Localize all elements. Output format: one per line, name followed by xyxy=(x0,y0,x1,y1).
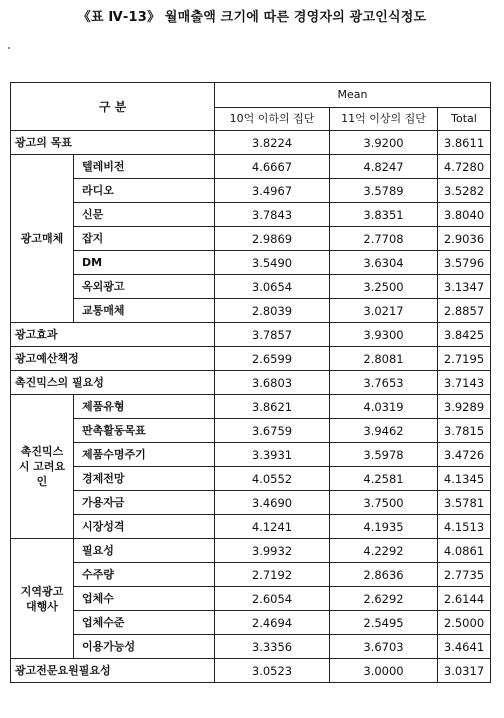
value-under-10: 2.6054 xyxy=(215,587,330,611)
value-over-11: 2.6292 xyxy=(330,587,438,611)
value-under-10: 4.1241 xyxy=(215,515,330,539)
row-label: 광고효과 xyxy=(11,323,215,347)
group-label-promotion-factors: 촉진믹스 시 고려요인 xyxy=(11,395,74,539)
value-over-11: 2.8081 xyxy=(330,347,438,371)
table-row xyxy=(11,155,491,179)
value-total: 4.0861 xyxy=(438,539,491,563)
mean-header: Mean xyxy=(215,83,491,108)
value-total: 4.1513 xyxy=(438,515,491,539)
row-label: 업체수준 xyxy=(74,611,215,635)
value-over-11: 2.8636 xyxy=(330,563,438,587)
value-under-10: 3.7843 xyxy=(215,203,330,227)
value-total: 3.4726 xyxy=(438,443,491,467)
table-row xyxy=(11,323,491,347)
value-under-10: 3.3931 xyxy=(215,443,330,467)
value-under-10: 3.8621 xyxy=(215,395,330,419)
table-row xyxy=(11,539,491,563)
value-under-10: 3.8224 xyxy=(215,131,330,155)
row-label: 제품수명주기 xyxy=(74,443,215,467)
table-row xyxy=(11,347,491,371)
row-label: 신문 xyxy=(74,203,215,227)
value-over-11: 3.9462 xyxy=(330,419,438,443)
value-over-11: 3.7653 xyxy=(330,371,438,395)
table-row xyxy=(11,251,491,275)
value-under-10: 3.4690 xyxy=(215,491,330,515)
table-row xyxy=(11,395,491,419)
value-over-11: 3.6304 xyxy=(330,251,438,275)
mean-table xyxy=(10,82,491,683)
col-header-total: Total xyxy=(438,108,491,131)
value-under-10: 2.6599 xyxy=(215,347,330,371)
scan-speck xyxy=(8,47,10,49)
row-label: 촉진믹스의 필요성 xyxy=(11,371,215,395)
value-over-11: 2.7708 xyxy=(330,227,438,251)
value-total: 3.4641 xyxy=(438,635,491,659)
value-over-11: 4.8247 xyxy=(330,155,438,179)
table-row xyxy=(11,515,491,539)
value-total: 3.5796 xyxy=(438,251,491,275)
table-row xyxy=(11,443,491,467)
row-label: 광고의 목표 xyxy=(11,131,215,155)
value-total: 2.6144 xyxy=(438,587,491,611)
table-row xyxy=(11,131,491,155)
table-row xyxy=(11,563,491,587)
value-total: 3.5781 xyxy=(438,491,491,515)
category-header: 구 분 xyxy=(11,83,215,131)
value-total: 3.8425 xyxy=(438,323,491,347)
row-label: 필요성 xyxy=(74,539,215,563)
value-over-11: 3.9200 xyxy=(330,131,438,155)
row-label: DM xyxy=(74,251,215,275)
value-total: 3.5282 xyxy=(438,179,491,203)
value-under-10: 2.8039 xyxy=(215,299,330,323)
header-row-1 xyxy=(11,83,491,108)
group-label-media: 광고매체 xyxy=(11,155,74,323)
value-over-11: 4.1935 xyxy=(330,515,438,539)
value-under-10: 3.4967 xyxy=(215,179,330,203)
row-label: 가용자금 xyxy=(74,491,215,515)
row-label: 광고예산책정 xyxy=(11,347,215,371)
value-over-11: 3.5978 xyxy=(330,443,438,467)
value-total: 3.7143 xyxy=(438,371,491,395)
value-total: 3.1347 xyxy=(438,275,491,299)
row-label: 교통매체 xyxy=(74,299,215,323)
value-total: 2.7735 xyxy=(438,563,491,587)
table-row xyxy=(11,611,491,635)
col-header-over-11: 11억 이상의 집단 xyxy=(330,108,438,131)
value-total: 3.8040 xyxy=(438,203,491,227)
value-total: 3.7815 xyxy=(438,419,491,443)
value-under-10: 3.5490 xyxy=(215,251,330,275)
row-label: 텔레비전 xyxy=(74,155,215,179)
value-total: 3.0317 xyxy=(438,659,491,683)
value-over-11: 4.0319 xyxy=(330,395,438,419)
table-row xyxy=(11,491,491,515)
value-over-11: 3.0000 xyxy=(330,659,438,683)
group-label-local-agency: 지역광고 대행사 xyxy=(11,539,74,659)
value-total: 2.5000 xyxy=(438,611,491,635)
value-under-10: 3.7857 xyxy=(215,323,330,347)
value-under-10: 4.0552 xyxy=(215,467,330,491)
value-over-11: 4.2581 xyxy=(330,467,438,491)
value-over-11: 3.7500 xyxy=(330,491,438,515)
value-total: 2.8857 xyxy=(438,299,491,323)
table-row xyxy=(11,371,491,395)
value-under-10: 4.6667 xyxy=(215,155,330,179)
col-header-under-10: 10억 이하의 집단 xyxy=(215,108,330,131)
row-label: 제품유형 xyxy=(74,395,215,419)
value-under-10: 3.0523 xyxy=(215,659,330,683)
value-over-11: 4.2292 xyxy=(330,539,438,563)
table-row xyxy=(11,179,491,203)
value-under-10: 2.7192 xyxy=(215,563,330,587)
value-under-10: 3.0654 xyxy=(215,275,330,299)
row-label: 잡지 xyxy=(74,227,215,251)
value-under-10: 3.6759 xyxy=(215,419,330,443)
value-over-11: 3.8351 xyxy=(330,203,438,227)
table-row xyxy=(11,203,491,227)
value-under-10: 3.6803 xyxy=(215,371,330,395)
row-label: 업체수 xyxy=(74,587,215,611)
value-under-10: 3.3356 xyxy=(215,635,330,659)
table-row xyxy=(11,467,491,491)
row-label: 경제전망 xyxy=(74,467,215,491)
table-row xyxy=(11,635,491,659)
row-label: 수주량 xyxy=(74,563,215,587)
row-label: 판촉활동목표 xyxy=(74,419,215,443)
table-row xyxy=(11,587,491,611)
value-over-11: 3.0217 xyxy=(330,299,438,323)
row-label: 라디오 xyxy=(74,179,215,203)
value-total: 2.9036 xyxy=(438,227,491,251)
value-over-11: 3.6703 xyxy=(330,635,438,659)
value-under-10: 2.9869 xyxy=(215,227,330,251)
value-under-10: 3.9932 xyxy=(215,539,330,563)
value-total: 4.7280 xyxy=(438,155,491,179)
row-label: 이용가능성 xyxy=(74,635,215,659)
table-row xyxy=(11,299,491,323)
value-under-10: 2.4694 xyxy=(215,611,330,635)
value-total: 2.7195 xyxy=(438,347,491,371)
value-total: 4.1345 xyxy=(438,467,491,491)
table-row xyxy=(11,419,491,443)
table-title: 《표 Ⅳ-13》 월매출액 크기에 따른 경영자의 광고인식정도 xyxy=(77,10,427,25)
table-row xyxy=(11,227,491,251)
table-row xyxy=(11,659,491,683)
value-over-11: 3.9300 xyxy=(330,323,438,347)
row-label: 시장성격 xyxy=(74,515,215,539)
value-over-11: 3.5789 xyxy=(330,179,438,203)
value-total: 3.9289 xyxy=(438,395,491,419)
value-over-11: 2.5495 xyxy=(330,611,438,635)
table-row xyxy=(11,275,491,299)
value-total: 3.8611 xyxy=(438,131,491,155)
value-over-11: 3.2500 xyxy=(330,275,438,299)
row-label: 옥외광고 xyxy=(74,275,215,299)
row-label: 광고전문요원필요성 xyxy=(11,659,215,683)
